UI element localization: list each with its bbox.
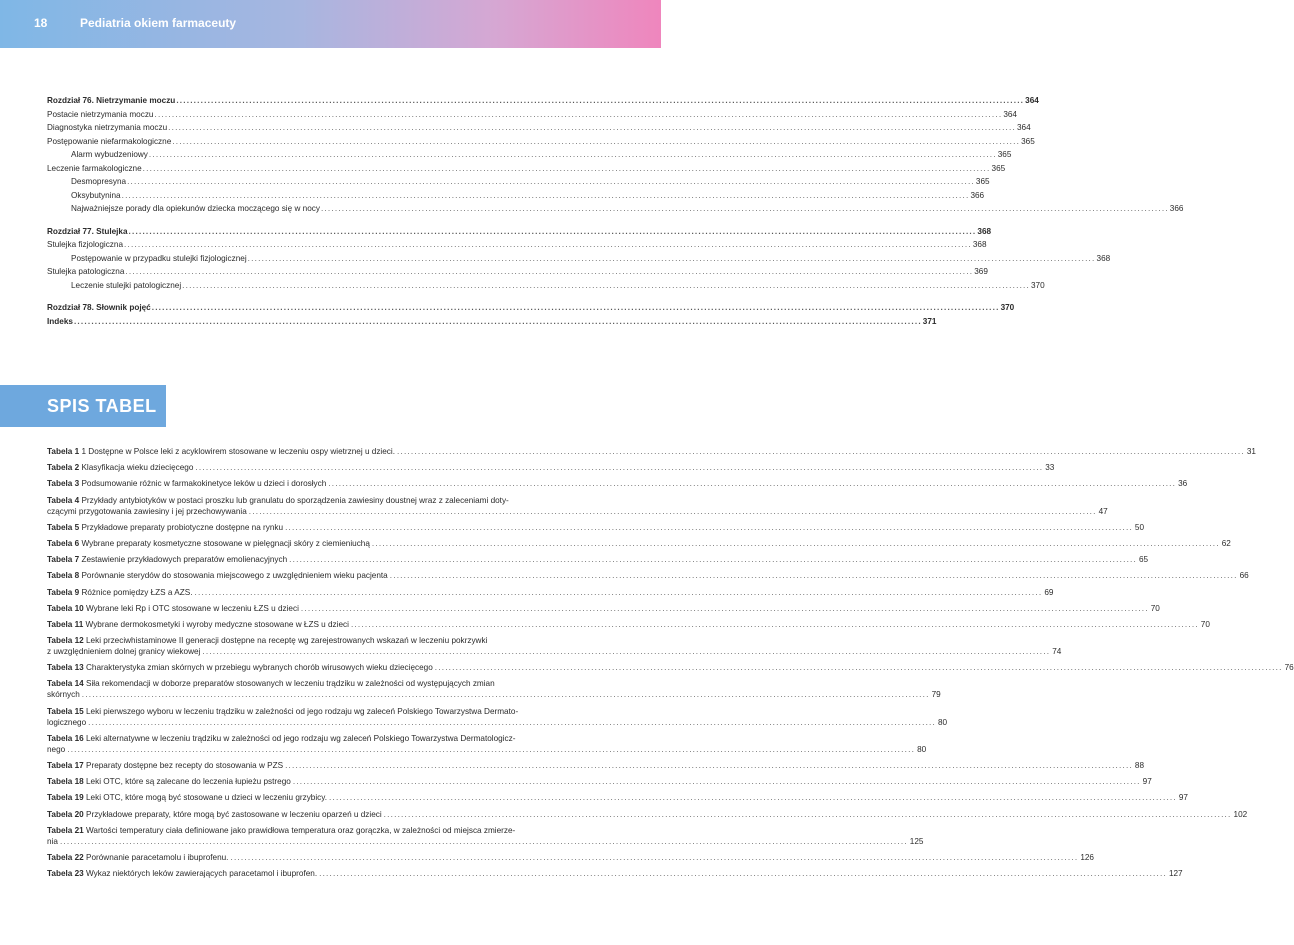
dot-leader xyxy=(172,137,1020,147)
table-entry-page: 80 xyxy=(938,717,948,727)
toc-entry-title: Postępowanie niefarmakologiczne xyxy=(47,136,172,146)
toc-entry[interactable] xyxy=(47,267,988,277)
table-entry[interactable] xyxy=(47,587,1054,598)
table-entry-page: 79 xyxy=(931,690,941,700)
dot-leader xyxy=(249,506,1097,517)
table-entry-label: Tabela 22 xyxy=(47,852,84,862)
table-entry-title: Przykładowe preparaty, które mogą być zastosowane w leczeniu oparzeń u dzieci xyxy=(86,809,382,819)
table-entry-title: Leki alternatywne w leczeniu trądziku w zależności od jego rodzaju wg zaleceń Polskiego Towarzystwa Dermatologicz- xyxy=(86,733,516,743)
table-entry-page: 62 xyxy=(1221,538,1231,548)
table-entry-title-continued: skórnych xyxy=(47,690,80,700)
toc-entry[interactable] xyxy=(47,316,937,327)
toc-entry-title: Leczenie stulejki patologicznej xyxy=(71,280,182,290)
dot-leader xyxy=(248,254,1096,264)
toc-entry-title: Oksybutynina xyxy=(71,190,121,200)
dot-leader xyxy=(351,619,1199,630)
table-entry-page: 80 xyxy=(917,744,927,754)
toc-entry-page: 368 xyxy=(1096,253,1111,263)
dot-leader xyxy=(319,868,1167,879)
table-entry-label: Tabela 7 xyxy=(47,555,80,565)
toc-entry-page: 365 xyxy=(991,163,1006,173)
table-entry-title: Porównanie paracetamolu i ibuprofenu. xyxy=(86,852,229,862)
table-entry-label: Tabela 18 xyxy=(47,777,84,787)
toc-entry-title: Postępowanie w przypadku stulejki fizjologicznej xyxy=(71,253,247,263)
table-of-contents xyxy=(47,96,1184,330)
table-entry-title: Leki OTC, które są zalecane do leczenia łupieżu pstrego xyxy=(86,777,291,787)
table-entry[interactable] xyxy=(47,478,1188,489)
table-entry-title: Zestawienie przykładowych preparatów emolienacyjnych xyxy=(81,555,288,565)
table-entry-label: Tabela 1 xyxy=(47,447,80,456)
dot-leader xyxy=(195,587,1043,598)
toc-entry-title: Rozdział 78. Słownik pojęć xyxy=(47,303,151,312)
table-entry-label: Tabela 6 xyxy=(47,538,80,548)
table-entry[interactable] xyxy=(47,678,941,700)
table-entry[interactable] xyxy=(47,538,1231,549)
dot-leader xyxy=(293,776,1141,787)
toc-entry[interactable] xyxy=(47,280,1045,291)
dot-leader xyxy=(129,227,977,237)
table-entry-label: Tabela 16 xyxy=(47,733,84,743)
table-entry-page: 88 xyxy=(1134,761,1145,770)
dot-leader xyxy=(321,204,1169,214)
toc-entry-page: 364 xyxy=(1016,123,1031,132)
toc-entry-page: 365 xyxy=(1021,136,1035,146)
toc-entry-page: 366 xyxy=(970,190,985,200)
table-entry-label: Tabela 20 xyxy=(47,809,84,819)
table-entry-page: 36 xyxy=(1178,479,1188,489)
toc-entry-title: Stulejka patologiczna xyxy=(47,267,125,276)
dot-leader xyxy=(74,317,922,327)
toc-entry[interactable] xyxy=(47,123,1031,133)
dot-leader xyxy=(372,538,1220,549)
toc-entry-title: Rozdział 76. Nietrzymanie moczu xyxy=(47,96,176,105)
table-entry[interactable] xyxy=(47,554,1149,565)
book-title: Pediatria okiem farmaceuty xyxy=(80,16,237,30)
toc-entry-page: 370 xyxy=(1031,280,1045,290)
dot-leader xyxy=(176,96,1024,106)
table-entry-page: 125 xyxy=(909,836,924,846)
table-entry[interactable] xyxy=(47,733,927,755)
dot-leader xyxy=(328,478,1176,489)
table-entry-label: Tabela 10 xyxy=(47,603,84,613)
table-entry-title: Wykaz niektórych leków zawierających paracetamol i ibuprofen. xyxy=(86,869,318,879)
dot-leader xyxy=(88,717,936,728)
toc-entry[interactable] xyxy=(47,177,990,187)
table-entry[interactable] xyxy=(47,522,1145,533)
table-entry[interactable] xyxy=(47,760,1145,771)
table-entry-title: Wybrane preparaty kosmetyczne stosowane w pielęgnacji skóry z ciemieniuchą xyxy=(81,538,370,548)
table-entry-title: Klasyfikacja wieku dziecięcego xyxy=(81,463,194,473)
table-entry[interactable] xyxy=(47,825,924,847)
table-entry-title: Leki przeciwhistaminowe II generacji dostępne na receptę wg zarejestrowanych wskazań w leczeniu pokrzywki xyxy=(86,636,488,646)
dot-leader xyxy=(127,177,975,187)
table-entry-page: 31 xyxy=(1246,447,1256,456)
toc-entry-page: 371 xyxy=(922,316,937,326)
dot-leader xyxy=(285,760,1133,771)
toc-entry[interactable] xyxy=(47,163,1006,174)
table-entry-page: 70 xyxy=(1150,603,1160,613)
table-entry-title: Wybrane dermokosmetyki i wyroby medyczne stosowane w ŁZS u dzieci xyxy=(85,619,349,629)
table-entry-label: Tabela 14 xyxy=(47,679,84,689)
table-entry-title: Leki pierwszego wyboru w leczeniu trądziku w zależności od jego rodzaju wg zaleceń Polskiego Towarzystwa Dermato- xyxy=(86,706,519,716)
toc-entry-title: Indeks xyxy=(47,316,73,326)
toc-entry[interactable] xyxy=(47,204,1184,214)
toc-entry-title: Stulejka fizjologiczna xyxy=(47,240,124,249)
toc-entry-page: 365 xyxy=(975,177,990,186)
toc-entry-page: 364 xyxy=(1025,96,1039,105)
dot-leader xyxy=(60,836,908,847)
toc-entry[interactable] xyxy=(47,303,1015,313)
table-entry-page: 66 xyxy=(1239,571,1249,581)
toc-entry[interactable] xyxy=(47,240,987,250)
table-entry-label: Tabela 12 xyxy=(47,636,84,646)
table-entry-page: 69 xyxy=(1044,587,1054,597)
toc-entry-title: Desmopresyna xyxy=(71,177,127,186)
toc-entry-page: 368 xyxy=(972,240,987,249)
table-entry-title: Siła rekomendacji w doborze preparatów stosowanych w leczeniu trądziku w zależności od występujących zmian xyxy=(86,679,495,689)
table-entry[interactable] xyxy=(47,706,948,728)
table-entry-page: 47 xyxy=(1098,506,1108,516)
dot-leader xyxy=(182,281,1030,291)
table-entry-title: Preparaty dostępne bez recepty do stosowania w PZS xyxy=(86,761,284,770)
dot-leader xyxy=(168,123,1016,133)
table-entry-title: Przykłady antybiotyków w postaci proszku lub granulatu do sporządzenia zawiesiny doustnej wraz z zaleceniami doty- xyxy=(81,495,509,505)
dot-leader xyxy=(230,852,1078,863)
table-entry-title: Podsumowanie różnic w farmakokinetyce leków u dzieci i dorosłych xyxy=(81,479,327,489)
table-entry-title: 1 Dostępne w Polsce leki z acyklowirem stosowane w leczeniu ospy wietrznej u dzieci. xyxy=(81,447,395,456)
table-entry-title-continued: nia xyxy=(47,836,58,846)
table-entry-label: Tabela 5 xyxy=(47,522,80,532)
table-entry-page: 76 xyxy=(1284,663,1294,673)
table-entry-label: Tabela 2 xyxy=(47,463,80,473)
table-entry-label: Tabela 8 xyxy=(47,571,80,581)
list-of-tables xyxy=(47,446,1294,884)
table-entry-title-continued: z uwzględnieniem dolnej granicy wiekowej xyxy=(47,647,201,657)
toc-entry-title: Rozdział 77. Stulejka xyxy=(47,226,128,236)
table-entry-page: 97 xyxy=(1142,777,1152,787)
table-entry-label: Tabela 4 xyxy=(47,495,80,505)
table-entry-label: Tabela 3 xyxy=(47,479,80,489)
dot-leader xyxy=(195,462,1043,473)
dot-leader xyxy=(285,522,1133,533)
toc-entry-page: 369 xyxy=(974,267,988,276)
table-entry[interactable] xyxy=(47,462,1055,473)
toc-entry-title: Diagnostyka nietrzymania moczu xyxy=(47,123,168,132)
table-entry[interactable] xyxy=(47,776,1152,787)
toc-entry[interactable] xyxy=(47,136,1035,147)
table-entry-title: Porównanie sterydów do stosowania miejscowego z uwzględnieniem wieku pacjenta xyxy=(81,571,388,581)
dot-leader xyxy=(289,554,1137,565)
table-entry[interactable] xyxy=(47,662,1294,673)
table-entry-page: 33 xyxy=(1045,463,1055,473)
toc-entry-page: 370 xyxy=(1000,303,1015,312)
table-entry[interactable] xyxy=(47,619,1210,630)
table-entry-page: 65 xyxy=(1139,555,1149,565)
dot-leader xyxy=(143,164,991,174)
toc-entry-title: Leczenie farmakologiczne xyxy=(47,163,142,173)
table-entry-page: 70 xyxy=(1200,619,1210,629)
toc-entry-title: Postacie nietrzymania moczu xyxy=(47,109,154,119)
table-entry[interactable] xyxy=(47,603,1160,614)
toc-entry[interactable] xyxy=(47,190,985,201)
table-entry[interactable] xyxy=(47,570,1249,581)
table-entry-title-continued: nego xyxy=(47,744,66,754)
dot-leader xyxy=(124,240,972,250)
table-entry-label: Tabela 15 xyxy=(47,706,84,716)
toc-entry-title: Najważniejsze porady dla opiekunów dziecka moczącego się w nocy xyxy=(71,204,320,213)
table-entry[interactable] xyxy=(47,495,1108,517)
dot-leader xyxy=(154,110,1002,120)
toc-entry-page: 364 xyxy=(1003,109,1017,119)
table-entry-title: Leki OTC, które mogą być stosowane u dzieci w leczeniu grzybicy. xyxy=(86,793,328,803)
table-entry-label: Tabela 23 xyxy=(47,869,84,879)
toc-entry-page: 365 xyxy=(997,150,1012,159)
toc-entry-page: 366 xyxy=(1169,204,1184,213)
table-entry-title-continued: logicznego xyxy=(47,717,87,727)
table-entry-title: Wartości temperatury ciała definiowane jako prawidłowa temperatura oraz gorączka, w zależności od miejsca zmierze- xyxy=(86,825,516,835)
table-entry-title: Przykładowe preparaty probiotyczne dostępne na rynku xyxy=(81,522,284,532)
table-entry[interactable] xyxy=(47,635,1062,657)
toc-entry-page: 368 xyxy=(977,226,992,236)
table-entry-title: Różnice pomiędzy ŁZS a AZS. xyxy=(81,587,193,597)
toc-entry-title: Alarm wybudzeniowy xyxy=(71,150,148,159)
dot-leader xyxy=(202,646,1050,657)
table-entry-page: 127 xyxy=(1168,869,1183,879)
table-entry-page: 74 xyxy=(1052,647,1062,657)
table-entry[interactable] xyxy=(47,809,1248,820)
dot-leader xyxy=(82,689,930,700)
dot-leader xyxy=(390,570,1238,581)
table-entry-page: 102 xyxy=(1233,809,1248,819)
toc-entry[interactable] xyxy=(47,109,1017,120)
toc-entry[interactable] xyxy=(47,253,1111,264)
table-entry[interactable] xyxy=(47,868,1183,879)
dot-leader xyxy=(152,303,1000,313)
table-entry-label: Tabela 13 xyxy=(47,663,84,673)
toc-entry[interactable] xyxy=(47,96,1039,106)
table-entry[interactable] xyxy=(47,792,1188,803)
table-entry-title-continued: czącymi przygotowania zawiesiny i jej przechowywania xyxy=(47,506,247,516)
dot-leader xyxy=(149,150,997,160)
dot-leader xyxy=(301,603,1149,614)
table-entry[interactable] xyxy=(47,852,1094,863)
dot-leader xyxy=(67,744,915,755)
table-entry-label: Tabela 21 xyxy=(47,825,84,835)
dot-leader xyxy=(329,792,1177,803)
table-entry-page: 97 xyxy=(1178,793,1188,803)
dot-leader xyxy=(125,267,973,277)
table-entry-title: Charakterystyka zmian skórnych w przebiegu wybranych chorób wirusowych wieku dziecięcego xyxy=(86,663,433,673)
dot-leader xyxy=(384,809,1232,820)
table-entry[interactable] xyxy=(47,446,1256,457)
table-entry-page: 50 xyxy=(1134,522,1145,532)
page-number: 18 xyxy=(34,16,48,30)
table-entry-label: Tabela 9 xyxy=(47,587,80,597)
table-entry-label: Tabela 19 xyxy=(47,793,84,803)
dot-leader xyxy=(397,446,1245,457)
table-entry-page: 126 xyxy=(1080,852,1094,862)
table-entry-title: Wybrane leki Rp i OTC stosowane w leczeniu ŁZS u dzieci xyxy=(86,603,299,613)
section-title: SPIS TABEL xyxy=(0,385,166,427)
table-entry-label: Tabela 17 xyxy=(47,761,84,770)
toc-entry[interactable] xyxy=(47,226,992,237)
dot-leader xyxy=(122,191,970,201)
page-header xyxy=(0,0,661,48)
toc-entry[interactable] xyxy=(47,150,1012,160)
table-entry-label: Tabela 11 xyxy=(47,619,84,629)
dot-leader xyxy=(435,662,1283,673)
